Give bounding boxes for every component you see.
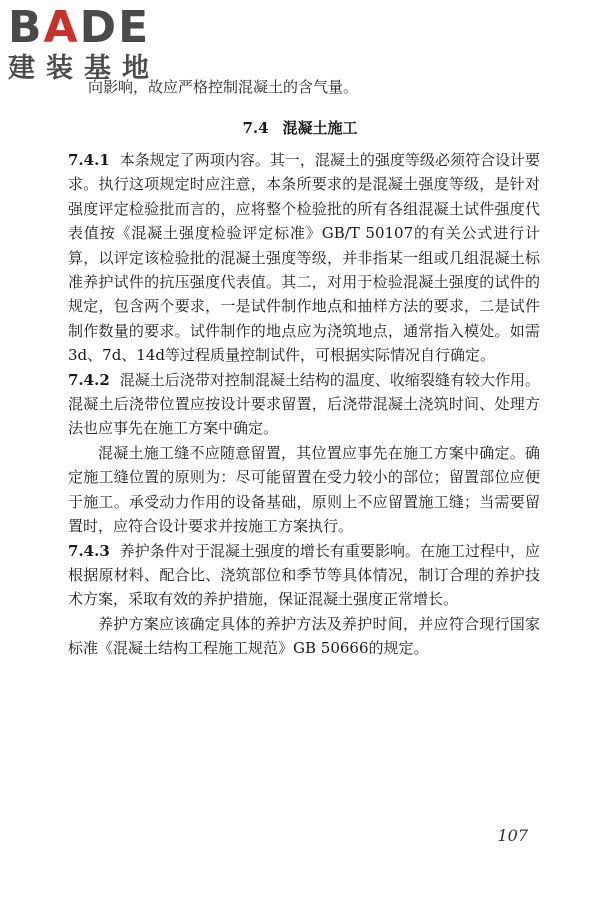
section-heading xyxy=(0,117,600,139)
paragraph-text: 本条规定了两项内容。其一，混凝土的强度等级必须符合设计要求。执行这项规定时应注意，本条所要求的是混凝土强度等级，是针对强度评定检验批而言的，应将整个检验批的所有各组混凝土试件强度代表值按《混凝土强度检验评定标准》GB/T 50107的有关公式进行计算，以评定该检验批的混凝土强度等级，并非指某一组或几组混凝土标准养护试件的抗压强度代表值。其二，对用于检验混凝土强度的试件的规定，包含两个要求，一是试件制作地点和抽样方法的要求，二是试件制作数量的要求。试件制作的地点应为浇筑地点，通常指入模处。如需3d、7d、14d等过程质量控制试件，可根据实际情况自行确定。 xyxy=(68,151,540,365)
paragraph-text: 混凝土施工缝不应随意留置，其位置应事先在施工方案中确定。确定施工缝位置的原则为：尽可能留置在受力较小的部位；留置部位应便于施工。承受动力作用的设备基础，原则上不应留置施工缝；当需要留置时，应符合设计要求并按施工方案执行。 xyxy=(68,443,540,536)
continued-text-line: 向影响，故应严格控制混凝土的含气量。 xyxy=(88,78,359,96)
body-text xyxy=(68,148,540,661)
paragraph-text: 混凝土后浇带对控制混凝土结构的温度、收缩裂缝有较大作用。混凝土后浇带位置应按设计要求留置，后浇带混凝土浇筑时间、处理方法也应事先在施工方案中确定。 xyxy=(68,370,540,438)
clause-number: 7.4.3 xyxy=(68,541,110,560)
paragraph xyxy=(68,368,540,441)
paragraph xyxy=(68,539,540,612)
page-number: 107 xyxy=(497,826,528,845)
logo-wordmark: BADE xyxy=(8,2,151,53)
paragraph xyxy=(68,148,540,368)
clause-number: 7.4.1 xyxy=(68,151,110,169)
section-title: 混凝土施工 xyxy=(282,119,358,137)
paragraph xyxy=(68,441,540,539)
clause-number: 7.4.2 xyxy=(68,370,110,389)
section-number: 7.4 xyxy=(242,119,269,137)
paragraph-text: 养护条件对于混凝土强度的增长有重要影响。在施工过程中，应根据原材料、配合比、浇筑部位和季节等具体情况，制订合理的养护技术方案，采取有效的养护措施，保证混凝土强度正常增长。 xyxy=(68,541,540,609)
logo-subtitle: 建装基地 xyxy=(8,53,160,84)
paragraph-text: 养护方案应该确定具体的养护方法及养护时间，并应符合现行国家标准《混凝土结构工程施工规范》GB 50666的规定。 xyxy=(68,614,540,658)
paragraph xyxy=(68,612,540,661)
